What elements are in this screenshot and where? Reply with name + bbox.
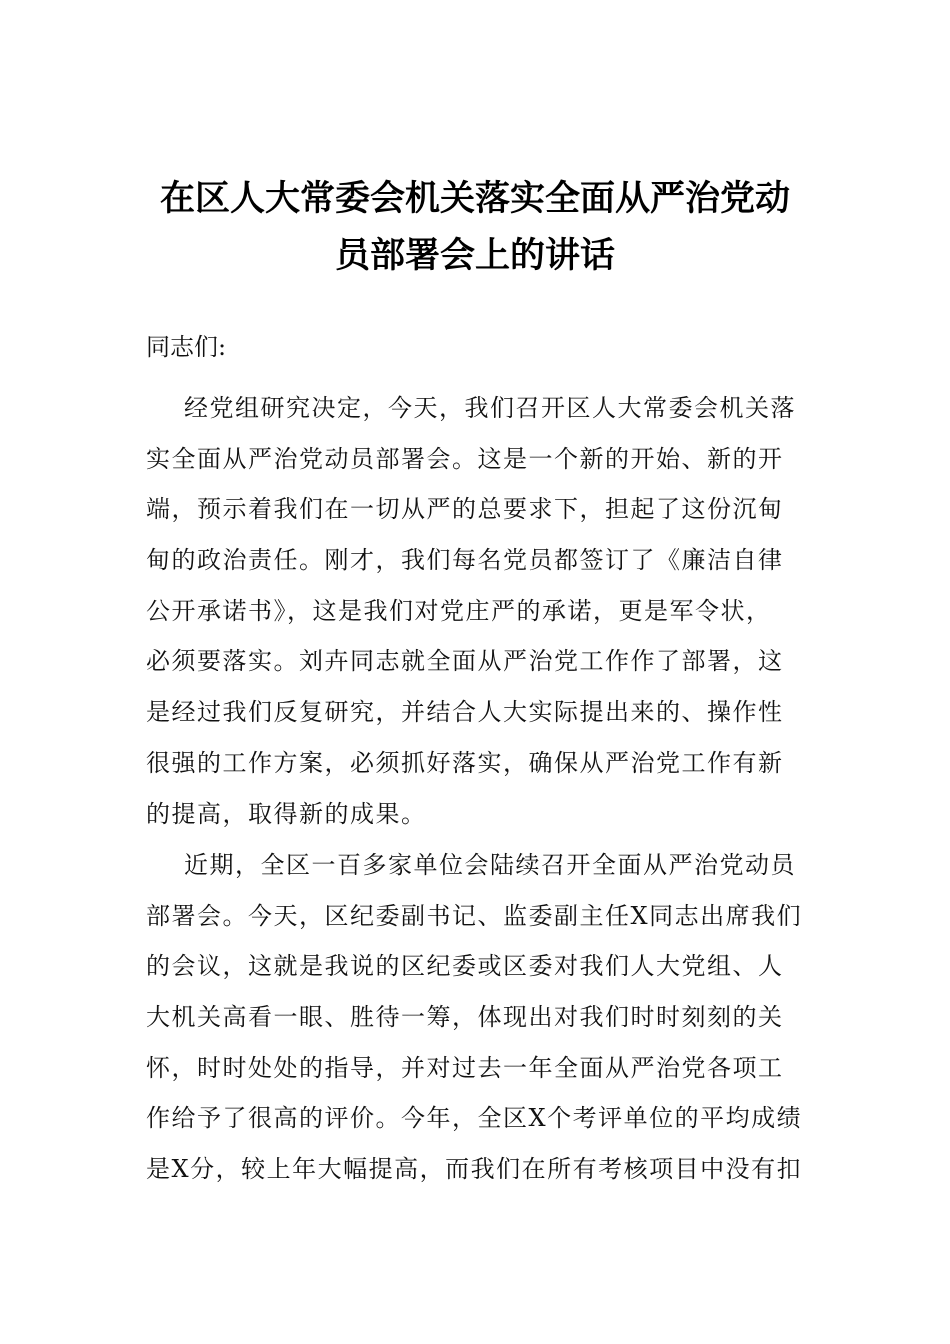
paragraph-line: 怀，时时处处的指导，并对过去一年全面从严治党各项工 (146, 1053, 784, 1082)
paragraph-line: 很强的工作方案，必须抓好落实，确保从严治党工作有新 (146, 748, 784, 777)
paragraph-line: 的会议，这就是我说的区纪委或区委对我们人大党组、人 (146, 952, 784, 981)
paragraph-line: 实全面从严治党动员部署会。这是一个新的开始、新的开 (146, 444, 784, 473)
paragraph-line: 经党组研究决定，今天，我们召开区人大常委会机关落 (184, 394, 796, 422)
title-line: 在区人大常委会机关落实全面从严治党动 (159, 178, 790, 219)
body-paragraph (146, 383, 816, 839)
paragraph-line: 甸的政治责任。刚才，我们每名党员都签订了《廉洁自律 (146, 546, 784, 575)
document-title (120, 170, 830, 284)
paragraph-line: 作给予了很高的评价。今年，全区X个考评单位的平均成绩 (146, 1104, 803, 1133)
paragraph-line: 端，预示着我们在一切从严的总要求下，担起了这份沉甸 (146, 495, 784, 524)
paragraph-line: 公开承诺书》，这是我们对党庄严的承诺，更是军令状， (146, 596, 772, 625)
paragraph-line: 部署会。今天，区纪委副书记、监委副主任X同志出席我们 (146, 901, 803, 930)
salutation: 同志们: (146, 333, 227, 361)
paragraph-line: 是经过我们反复研究，并结合人大实际提出来的、操作性 (146, 698, 784, 727)
paragraph-line: 的提高，取得新的成果。 (146, 799, 427, 828)
paragraph-line: 近期，全区一百多家单位会陆续召开全面从严治党动员 (184, 851, 796, 879)
title-line: 员部署会上的讲话 (334, 235, 615, 276)
paragraph-line: 必须要落实。刘卉同志就全面从严治党工作作了部署，这 (146, 647, 784, 676)
paragraph-line: 是X分，较上年大幅提高，而我们在所有考核项目中没有扣 (146, 1155, 803, 1184)
paragraph-line: 大机关高看一眼、胜待一筹，体现出对我们时时刻刻的关 (146, 1003, 784, 1032)
body-paragraph (146, 840, 816, 1195)
